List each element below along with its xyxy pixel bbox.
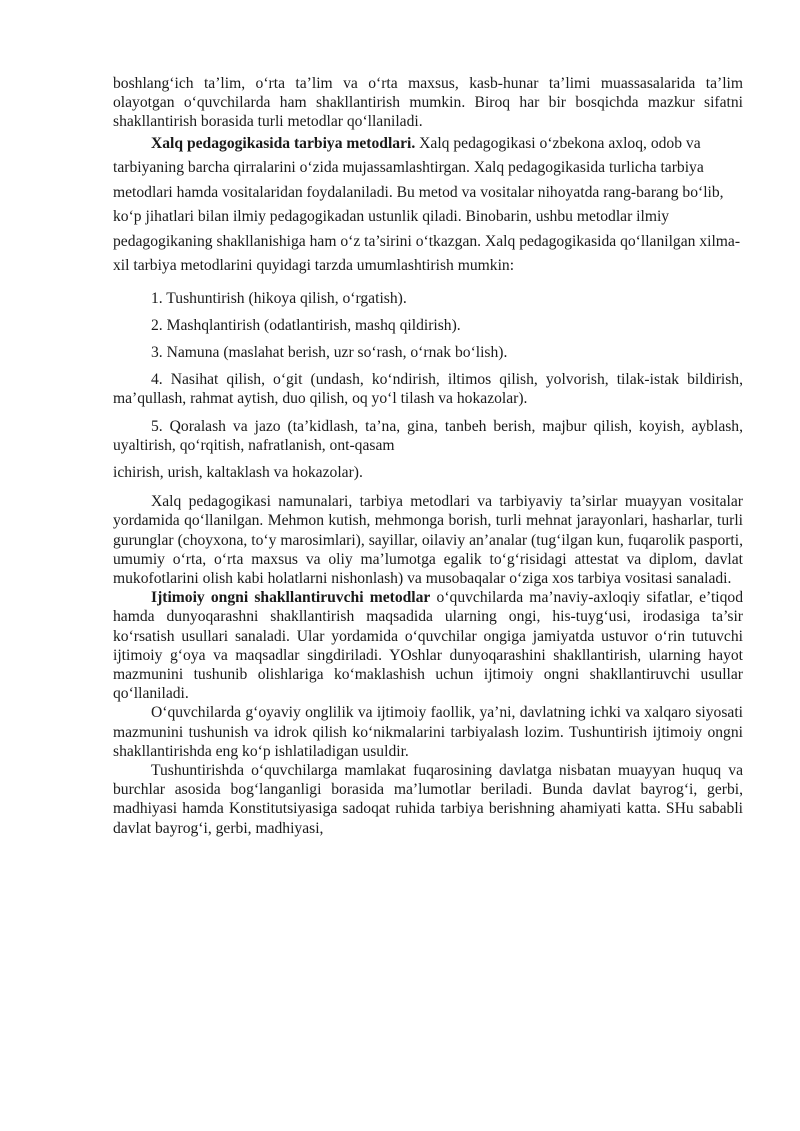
list-item-4: 4. Nasihat qilish, o‘git (undash, ko‘ndirish, iltimos qilish, yolvorish, tilak-istak bildirish, ma’qullash, rahmat aytish, duo qilish, oq yo‘l tilash va hokazolar). xyxy=(113,371,743,408)
list-item-2: 2. Mashqlantirish (odatlantirish, mashq qildirish). xyxy=(151,316,461,334)
paragraph-social-consciousness xyxy=(113,588,743,703)
paragraph-social-consciousness-text: o‘quvchilarda ma’naviy-axloqiy sifatlar, e’tiqod hamda dunyoqarashni shakllantirish maqsadida ularning ongi, his-tuyg‘usi, irodasiga ta’sir ko‘rsatish usullari sanaladi. Ular yordamida o‘quvchilar ongiga jamiyatda ustuvor o‘rin tutuvchi ijtimoiy g‘oya va maqsadlar singdiriladi. YOshlar dunyoqarashini shakllantirish, ularning hayot mazmunini tushunib olishlariga ko‘maklashish uchun ijtimoiy ongni shakllantiruvchi usullar qo‘llaniladi. xyxy=(113,589,743,703)
list-item-5: 5. Qoralash va jazo (ta’kidlash, ta’na, gina, tanbeh berish, majbur qilish, koyish, ayblash, uyaltirish, qo‘rqitish, nafratlanish, ont-qasam xyxy=(113,417,743,454)
heading-social-methods: Ijtimoiy ongni shakllantiruvchi metodlar xyxy=(151,589,431,607)
paragraph-ideological-awareness: O‘quvchilarda g‘oyaviy onglilik va ijtimoiy faollik, ya’ni, davlatning ichki va xalqaro siyosati mazmunini tushunish va idrok qilish ko‘nikmalarini tarbiyalash lozim. Tushuntirish ijtimoiy ongni shakllantirishda eng ko‘p ishlatiladigan usuldir. xyxy=(113,704,743,760)
heading-folk-methods: Xalq pedagogikasida tarbiya metodlari. xyxy=(151,134,416,152)
list-item-1: 1. Tushuntirish (hikoya qilish, o‘rgatish). xyxy=(151,289,407,307)
paragraph-explanation: Tushuntirishda o‘quvchilarga mamlakat fuqarosining davlatga nisbatan muayyan huquq va burchlar asosida bog‘langanligi borasida ma’lumotlar beriladi. Bunda davlat bayrog‘i, gerbi, madhiyasi hamda Konstitutsiyasiga sadoqat ruhida tarbiya berishning ahamiyati katta. SHu sababli davlat bayrog‘i, gerbi, madhiyasi, xyxy=(113,762,743,837)
list-item-3: 3. Namuna (maslahat berish, uzr so‘rash, o‘rnak bo‘lish). xyxy=(151,344,508,362)
paragraph-intro: boshlang‘ich ta’lim, o‘rta ta’lim va o‘rta maxsus, kasb-hunar ta’limi muassasalarida ta’lim olayotgan o‘quvchilarda ham shakllantirish mumkin. Biroq har bir bosqichda mazkur sifatni shakllantirish borasida turli metodlar qo‘llaniladi. xyxy=(113,75,743,131)
paragraph-folk-examples: Xalq pedagogikasi namunalari, tarbiya metodlari va tarbiyaviy ta’sirlar muayyan vositalar yordamida qo‘llanilgan. Mehmon kutish, mehmonga borish, turli mehnat jarayonlari, hasharlar, turli gurunglar (choyxona, to‘y marosimlari), sayillar, oilaviy an’analar (tug‘ilgan kun, fuqarolik pasporti, umumiy o‘rta, o‘rta maxsus va oliy ma’lumotga egalik to‘g‘risidagi attestat va diplom, davlat mukofotlarini olish kabi holatlarni nishonlash) va musobaqalar o‘ziga xos tarbiya vositasi sanaladi. xyxy=(113,493,743,588)
list-item-5-continuation: ichirish, urish, kaltaklash va hokazolar). xyxy=(113,464,363,482)
paragraph-folk-pedagogy xyxy=(113,132,743,279)
paragraph-folk-pedagogy-text: Xalq pedagogikasi o‘zbekona axloq, odob va tarbiyaning barcha qirralarini o‘zida mujassamlashtirgan. Xalq pedagogikasida turlicha tarbiya metodlari hamda vositalaridan foydalaniladi. Bu metod va vositalar nihoyatda rang-barang bo‘lib, ko‘p jihatlari bilan ilmiy pedagogikadan ustunlik qiladi. Binobarin, ushbu metodlar ilmiy pedagogikaning shakllanishiga ham o‘z ta’sirini o‘tkazgan. Xalq pedagogikasida qo‘llanilgan xilma-xil tarbiya metodlarini quyidagi tarzda umumlashtirish mumkin: xyxy=(113,134,741,275)
